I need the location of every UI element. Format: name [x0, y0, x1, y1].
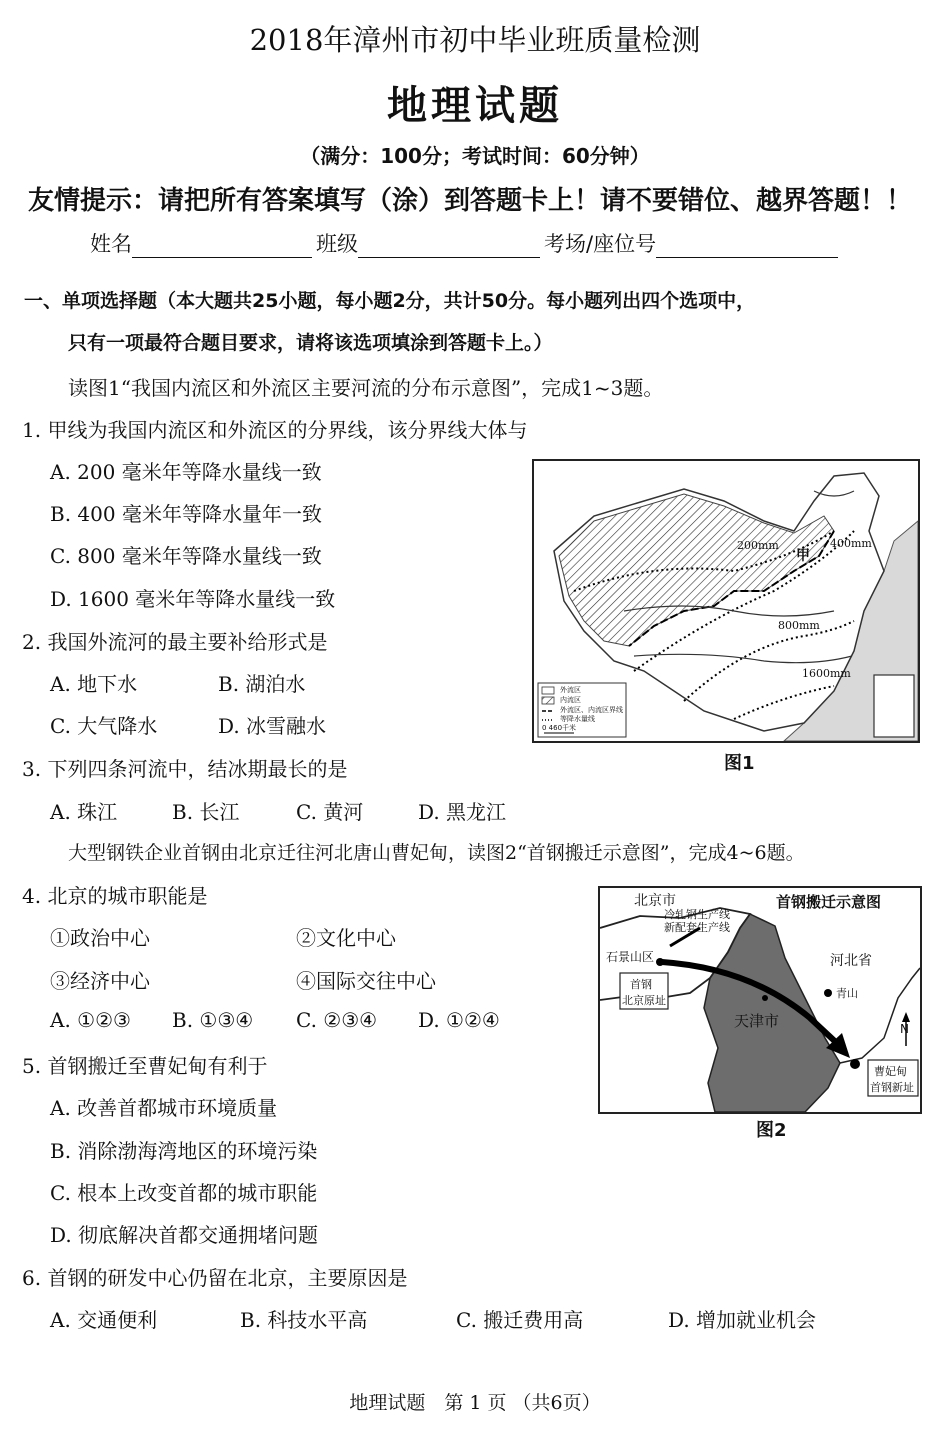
q1-option-c: C. 800 毫米年等降水量线一致 [50, 544, 322, 568]
section-heading-line2: 只有一项最符合题目要求，请将该选项填涂到答题卡上。） [68, 332, 553, 354]
figure-2-caption: 图2 [756, 1120, 787, 1141]
question-6-stem: 6. 首钢的研发中心仍留在北京，主要原因是 [22, 1266, 408, 1290]
tip-text: 友情提示：请把所有答案填写（涂）到答题卡上！请不要错位、越界答题！！ [28, 186, 913, 216]
score-time: （满分：100分；考试时间：60分钟） [300, 144, 650, 168]
label-lines-1: 冷轧钢生产线 [664, 908, 730, 921]
q4-item-4: ④国际交往中心 [296, 969, 436, 993]
q4-option-b: B. ①③④ [172, 1008, 254, 1032]
section-heading-line1: 一、单项选择题（本大题共25小题，每小题2分，共计50分。每小题列出四个选项中， [24, 290, 756, 312]
qingshan-point [824, 989, 832, 997]
legend-scale: 0 460千米 [542, 724, 577, 732]
q2-option-b: B. 湖泊水 [218, 672, 306, 696]
figure-2-title: 首钢搬迁示意图 [776, 893, 882, 911]
label-tianjin: 天津市 [734, 1012, 780, 1030]
label-qingshan: 青山 [836, 987, 858, 1000]
question-3-stem: 3. 下列四条河流中，结冰期最长的是 [22, 757, 348, 781]
q4-option-a: A. ①②③ [50, 1008, 131, 1032]
class-blank [358, 235, 540, 258]
question-1-stem: 1. 甲线为我国内流区和外流区的分界线，该分界线大体与 [22, 418, 528, 442]
q4-item-2: ②文化中心 [296, 926, 396, 950]
label-800mm: 800mm [778, 619, 820, 632]
new-site-point [850, 1059, 860, 1069]
label-beijing: 北京市 [634, 893, 676, 909]
intro-fig2: 大型钢铁企业首钢由北京迁往河北唐山曹妃甸，读图2“首钢搬迁示意图”，完成4~6题。 [68, 842, 805, 864]
question-2-stem: 2. 我国外流河的最主要补给形式是 [22, 630, 328, 654]
q6-option-a: A. 交通便利 [50, 1308, 158, 1332]
label-old-site-2: 北京原址 [622, 994, 666, 1007]
q4-item-1: ①政治中心 [50, 926, 150, 950]
legend-outer-swatch [542, 687, 554, 694]
name-label: 姓名 [90, 232, 132, 256]
exam-title: 2018年漳州市初中毕业班质量检测 [249, 23, 701, 57]
figure-2-map [598, 886, 922, 1114]
label-new-site-2: 首钢新址 [870, 1081, 914, 1094]
figure-1-map [532, 459, 920, 743]
label-1600mm: 1600mm [802, 667, 851, 680]
q1-option-b: B. 400 毫米年等降水量年一致 [50, 502, 322, 526]
label-hebei: 河北省 [830, 953, 872, 969]
legend-inner: 内流区 [560, 696, 581, 704]
tianjin-point [762, 995, 768, 1001]
south-china-sea-inset [874, 675, 914, 737]
label-400mm: 400mm [830, 537, 872, 550]
legend-outer: 外流区 [560, 686, 581, 694]
q6-option-c: C. 搬迁费用高 [456, 1308, 584, 1332]
q6-option-d: D. 增加就业机会 [668, 1308, 817, 1332]
q3-option-b: B. 长江 [172, 800, 240, 824]
label-lines-2: 新配套生产线 [664, 921, 730, 934]
north-label: N [900, 1022, 909, 1036]
legend-inner-swatch [542, 697, 554, 704]
legend-isoline: 等降水量线 [560, 715, 595, 723]
q5-option-d: D. 彻底解决首都交通拥堵问题 [50, 1223, 319, 1247]
china-drainage-map [534, 461, 918, 741]
intro-fig1: 读图1“我国内流区和外流区主要河流的分布示意图”，完成1~3题。 [68, 376, 664, 400]
q3-option-c: C. 黄河 [296, 800, 364, 824]
q4-item-3: ③经济中心 [50, 969, 150, 993]
question-4-stem: 4. 北京的城市职能是 [22, 884, 208, 908]
q3-option-d: D. 黑龙江 [418, 800, 507, 824]
q5-option-a: A. 改善首都城市环境质量 [50, 1096, 278, 1120]
q4-option-c: C. ②③④ [296, 1008, 378, 1032]
student-info [90, 228, 842, 258]
label-jia: 甲 [796, 548, 810, 564]
label-new-site-1: 曹妃甸 [874, 1065, 907, 1078]
label-200mm: 200mm [737, 539, 779, 552]
class-label: 班级 [316, 232, 358, 256]
q2-option-d: D. 冰雪融水 [218, 714, 327, 738]
north-arrow-head [902, 1012, 910, 1022]
seat-blank [656, 235, 838, 258]
q6-option-b: B. 科技水平高 [240, 1308, 368, 1332]
legend-boundary: 外流区、内流区界线 [560, 706, 623, 714]
q1-option-a: A. 200 毫米年等降水量线一致 [50, 460, 322, 484]
coastline [840, 968, 920, 1063]
question-5-stem: 5. 首钢搬迁至曹妃甸有利于 [22, 1054, 268, 1078]
subject-title: 地理试题 [387, 82, 563, 129]
q3-option-a: A. 珠江 [50, 800, 118, 824]
q5-option-b: B. 消除渤海湾地区的环境污染 [50, 1139, 318, 1163]
name-blank [132, 235, 312, 258]
q5-option-c: C. 根本上改变首都的城市职能 [50, 1181, 318, 1205]
label-old-site-1: 首钢 [630, 978, 652, 991]
q1-option-d: D. 1600 毫米年等降水量线一致 [50, 587, 336, 611]
figure-1-caption: 图1 [724, 753, 755, 774]
q4-option-d: D. ①②④ [418, 1008, 500, 1032]
q2-option-c: C. 大气降水 [50, 714, 158, 738]
label-shijingshan: 石景山区 [606, 950, 655, 964]
q2-option-a: A. 地下水 [50, 672, 138, 696]
page-footer: 地理试题 第 1 页 （共6页） [349, 1392, 601, 1414]
seat-label: 考场/座位号 [544, 232, 657, 256]
